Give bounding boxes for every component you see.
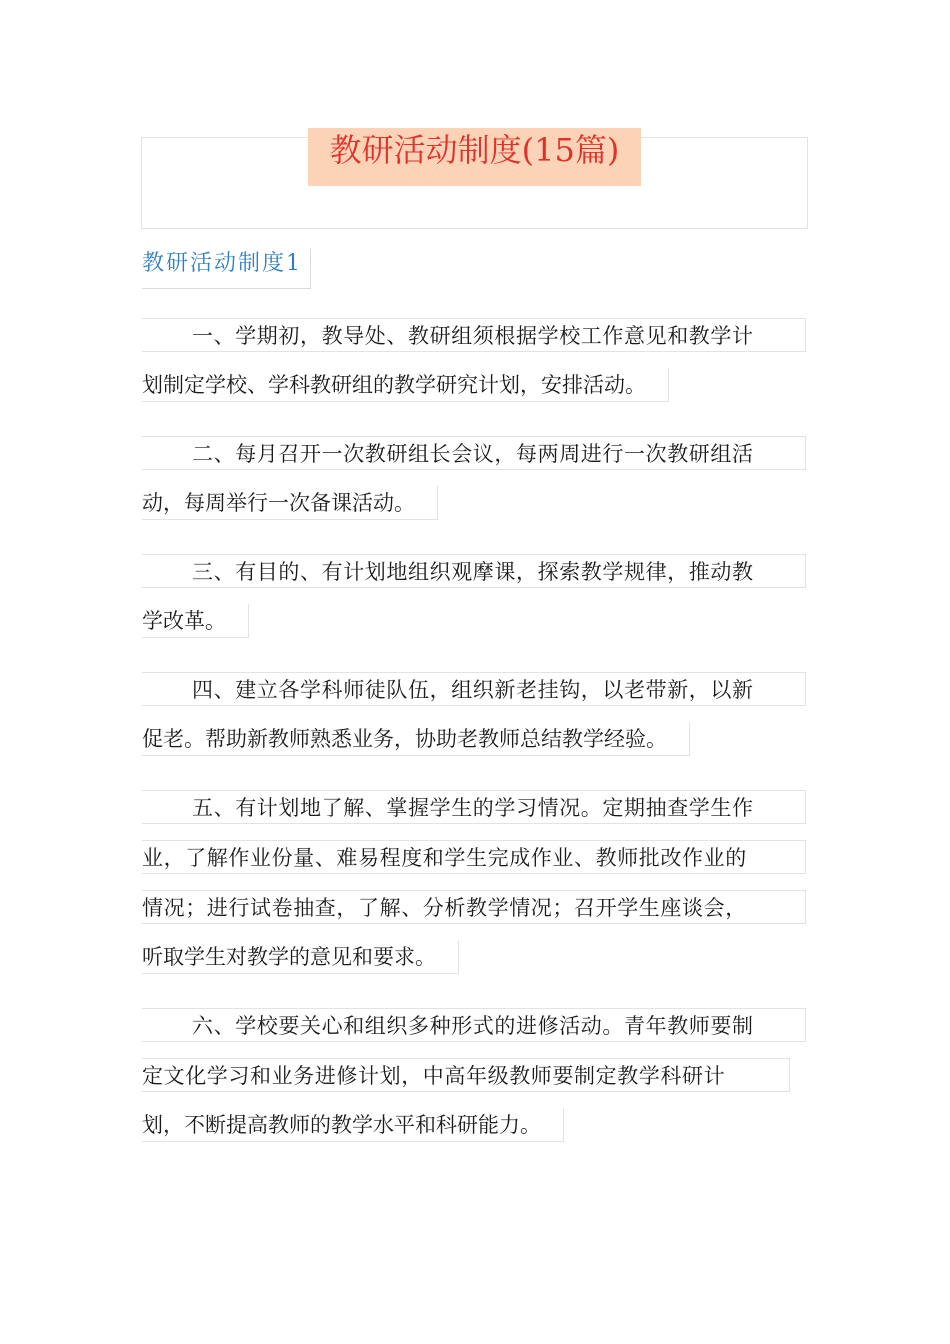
paragraph-line: 六、学校要关心和组织多种形式的进修活动。青年教师要制 [142,1008,806,1042]
paragraph-line: 定文化学习和业务进修计划，中高年级教师要制定教学科研计 [142,1058,790,1092]
paragraph-5 [142,790,806,974]
paragraph-line: 三、有目的、有计划地组织观摩课，探索教学规律，推动教 [142,554,806,588]
paragraph-line: 划制定学校、学科教研组的教学研究计划，安排活动。 [142,368,669,402]
paragraph-line: 听取学生对教学的意见和要求。 [142,940,459,974]
paragraph-line: 学改革。 [142,604,249,638]
paragraph-line: 五、有计划地了解、掌握学生的学习情况。定期抽查学生作 [142,790,806,824]
paragraph-line: 二、每月召开一次教研组长会议，每两周进行一次教研组活 [142,436,806,470]
paragraph-line: 四、建立各学科师徒队伍，组织新老挂钩，以老带新，以新 [142,672,806,706]
paragraph-1 [142,318,806,402]
paragraph-4 [142,672,806,756]
document-title: 教研活动制度(15篇) [308,128,641,186]
section-heading: 教研活动制度1 [142,248,311,289]
paragraph-line: 一、学期初，教导处、教研组须根据学校工作意见和教学计 [142,318,806,352]
paragraph-line: 促老。帮助新教师熟悉业务，协助老教师总结教学经验。 [142,722,690,756]
paragraph-line: 划，不断提高教师的教学水平和科研能力。 [142,1108,564,1142]
paragraph-line: 情况；进行试卷抽查，了解、分析教学情况；召开学生座谈会， [142,890,806,924]
paragraph-line: 动，每周举行一次备课活动。 [142,486,438,520]
paragraph-line: 业，了解作业份量、难易程度和学生完成作业、教师批改作业的 [142,840,806,874]
paragraph-3 [142,554,806,638]
paragraph-6 [142,1008,806,1142]
paragraph-2 [142,436,806,520]
